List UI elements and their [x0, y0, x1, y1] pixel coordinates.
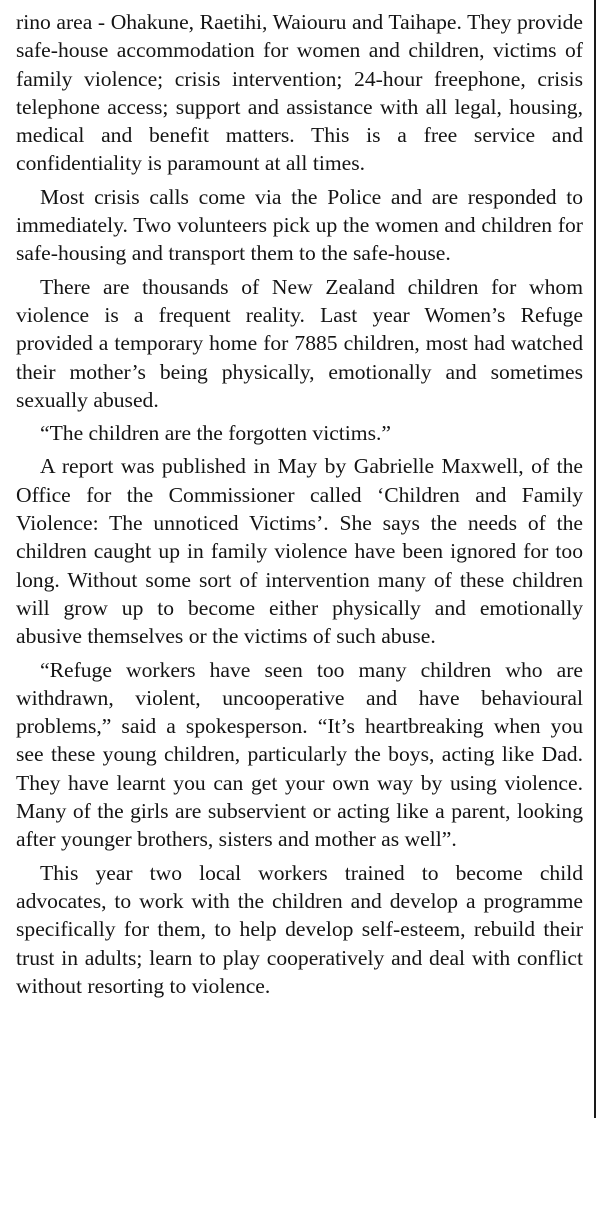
paragraph-forgotten-victims-quote: “The children are the forgotten victims.” — [40, 421, 391, 446]
paragraph-child-advocates: This year two local workers trained to become child advocates, to work with the children and develop a programme specifically for them, to help develop self-esteem, rebuild their trust in adults; learn to play cooperatively and deal with conflict without resorting to violence. — [16, 860, 583, 998]
paragraph-continued: rino area - Ohakune, Raetihi, Waiouru and Taihape. They provide safe-house accommodation for women and children, victims of family violence; crisis intervention; 24-hour freephone, crisis telephone access; support and assistance with all legal, housing, medical and benefit matters. This is a free service and confidentiality is paramount at all times. — [16, 10, 583, 176]
paragraph-crisis-calls: Most crisis calls come via the Police and are responded to immediately. Two volunteers pick up the women and children for safe-housing and transport them to the safe-house. — [16, 184, 583, 266]
article-column — [16, 8, 583, 1005]
paragraph-children-statistics: There are thousands of New Zealand children for whom violence is a frequent reality. Last year Women’s Refuge provided a temporary home for 7885 children, most had watched their mother’s being physically, emotionally and sometimes sexually abused. — [16, 274, 583, 412]
column-rule — [594, 0, 596, 1118]
paragraph-report: A report was published in May by Gabrielle Maxwell, of the Office for the Commissioner called ‘Children and Family Violence: The unnoticed Victims’. She says the needs of the children caught up in family violence have been ignored for too long. Without some sort of intervention many of these children will grow up to become either physically and emotionally abusive themselves or the victims of such abuse. — [16, 454, 583, 649]
paragraph-refuge-workers-quote: “Refuge workers have seen too many children who are withdrawn, violent, uncooperative and have behavioural problems,” said a spokesperson. “It’s heartbreaking when you see these young children, particularly the boys, acting like Dad. They have learnt you can get your own way by using violence. Many of the girls are subservient or acting like a parent, looking after younger brothers, sisters and mother as well”. — [16, 657, 583, 852]
